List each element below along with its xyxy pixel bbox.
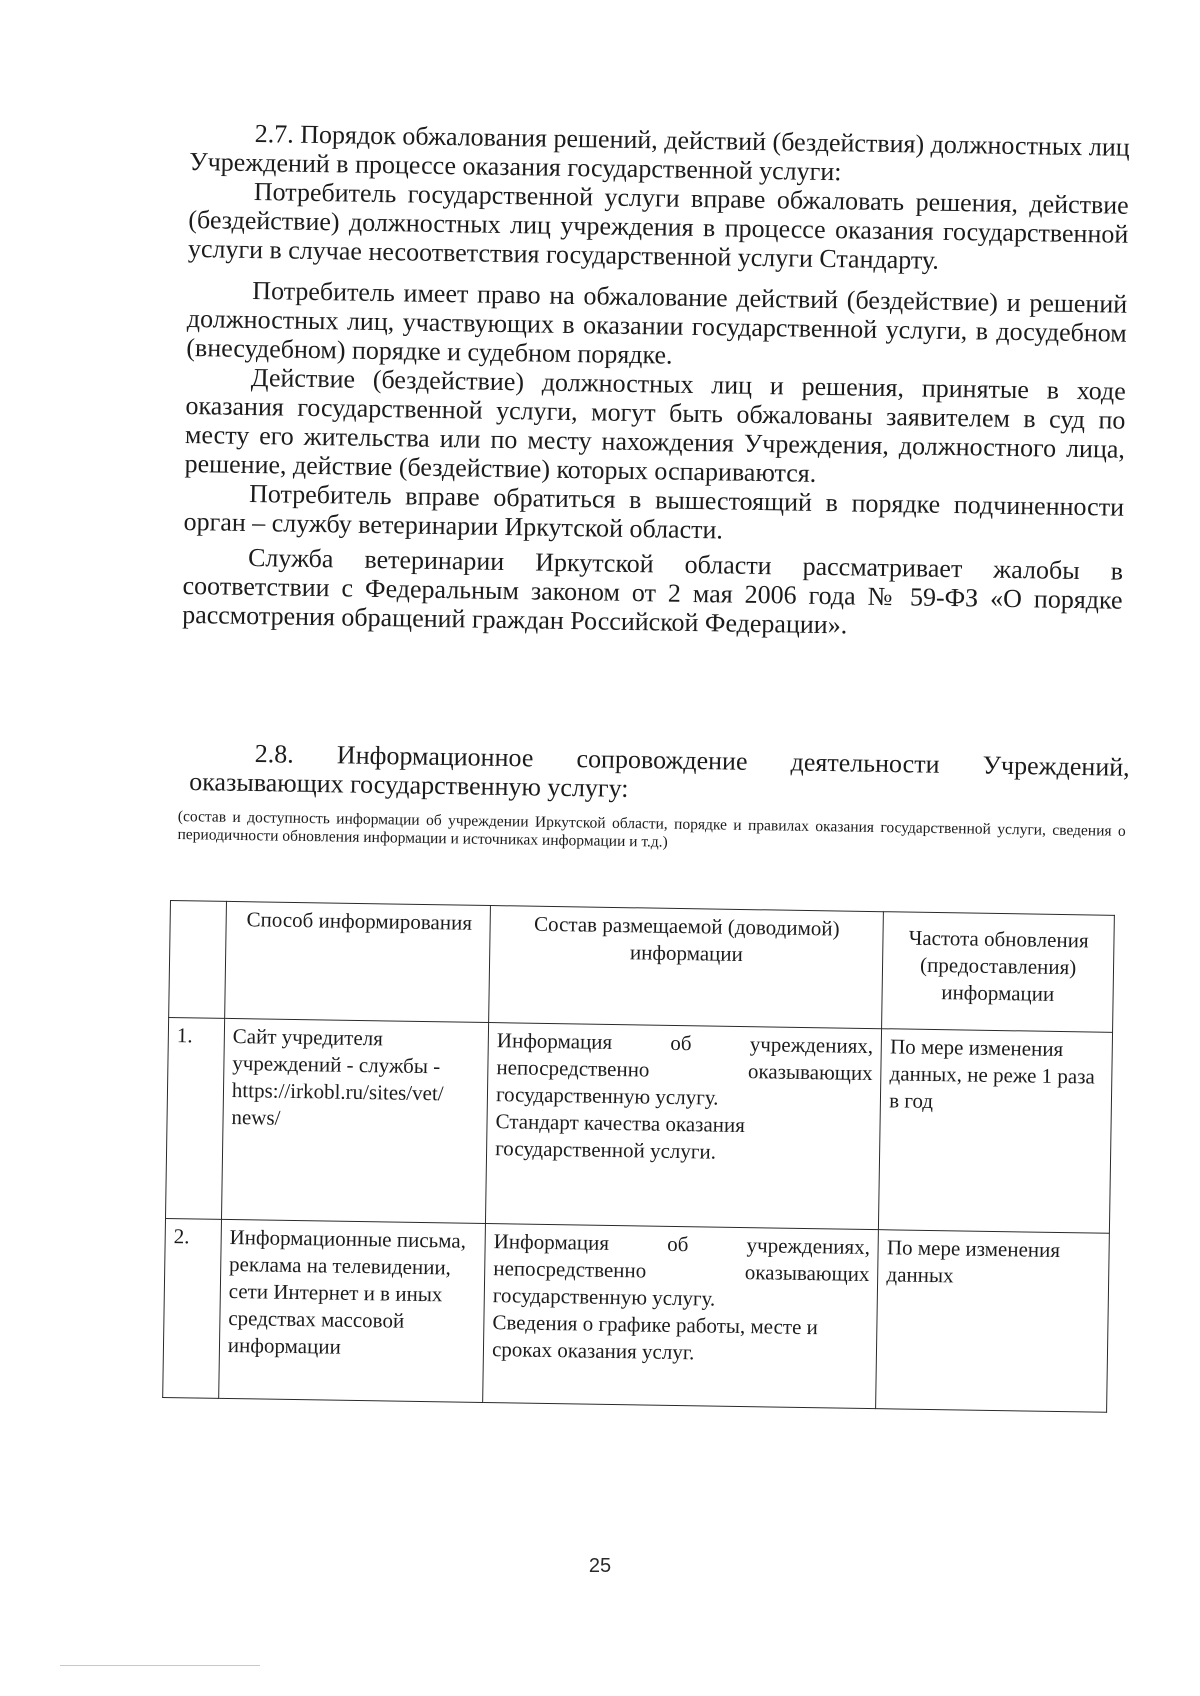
section-2-8-note: (состав и доступность информации об учреждении Иркутской области, порядке и правилах оказания государственной услуги, сведения о периодичности обновления информации и источниках информации и т.д.)	[177, 808, 1126, 851]
header-method-label: Способ информирования	[246, 907, 473, 935]
row-content-paragraph: Информация об учреждениях, непосредственно оказывающих государственную услугу.	[492, 1229, 871, 1311]
header-content	[489, 906, 884, 1029]
section-2-8	[189, 738, 1130, 811]
row-number: 2.	[163, 1218, 222, 1398]
information-table	[162, 900, 1115, 1413]
table-header-row	[169, 901, 1115, 1033]
row-number: 1.	[165, 1017, 224, 1219]
section-2-7	[182, 118, 1130, 644]
section-2-7-paragraph-2: Потребитель имеет право на обжалование действий (бездействие) и решений должностных лиц, участвующих в оказании государственной услуги, в досудебном (внесудебном) порядке и судебном порядке.	[186, 276, 1128, 370]
header-method	[225, 901, 491, 1022]
section-2-7-paragraph-5: Служба ветеринарии Иркутской области рассматривает жалобы в соответствии с Федеральным законом от 2 мая 2006 года № 59-ФЗ «О порядке рассмотрения обращений граждан Российской Федерации».	[181, 542, 1124, 640]
section-2-7-paragraph-3: Действие (бездействие) должностных лиц и решения, принятые в ходе оказания государственной услуги, могут быть обжалованы заявителем в суд по месту его жительства или по месту нахождения Учреждения, должностного лица, решение, действие (бездействие) которых оспариваются.	[184, 362, 1127, 488]
row-content-paragraph: Стандарт качества оказания государственной услуги.	[495, 1109, 746, 1164]
information-table-wrapper	[162, 900, 1115, 1413]
row-method: Информационные письма, реклама на телевидении, сети Интернет и в иных средствах массовой информации	[219, 1219, 486, 1402]
row-content-paragraph: Сведения о графике работы, месте и сроках оказания услуг.	[491, 1310, 819, 1365]
section-2-7-heading: 2.7. Порядок обжалования решений, действий (бездействия) должностных лиц Учреждений в процессе оказания государственной услуги:	[189, 119, 1130, 187]
header-number	[169, 901, 227, 1019]
row-frequency: По мере изменения данных	[876, 1230, 1109, 1413]
row-frequency: По мере изменения данных, не реже 1 раза в год	[879, 1029, 1113, 1234]
row-method: Сайт учредителя учреждений - службы - https://irkobl.ru/sites/vet/ news/	[221, 1018, 488, 1223]
section-2-7-paragraph-1: Потребитель государственной услуги вправе обжаловать решения, действие (бездействие) должностных лиц учреждения в процессе оказания государственной услуги в случае несоответствия государственной услуги Стандарту.	[187, 177, 1129, 275]
table-row	[165, 1017, 1112, 1233]
header-content-label: Состав размещаемой (доводимой) информации	[533, 911, 840, 967]
scan-edge-line	[60, 1665, 260, 1666]
section-2-8-heading: 2.8. Информационное сопровождение деятельности Учреждений, оказывающих государственную услугу:	[189, 739, 1130, 803]
header-frequency-label: Частота обновления (предоставления) информации	[908, 925, 1089, 1006]
header-frequency	[882, 912, 1115, 1033]
row-content-paragraph: Информация об учреждениях, непосредственно оказывающих государственную услугу.	[495, 1028, 874, 1110]
page-number: 25	[588, 1555, 612, 1577]
row-content	[483, 1223, 879, 1408]
table-row	[163, 1218, 1110, 1412]
row-content	[486, 1023, 882, 1230]
section-2-7-paragraph-4: Потребитель вправе обратиться в вышестоящий в порядке подчиненности орган – службу ветеринарии Иркутской области.	[183, 478, 1125, 545]
